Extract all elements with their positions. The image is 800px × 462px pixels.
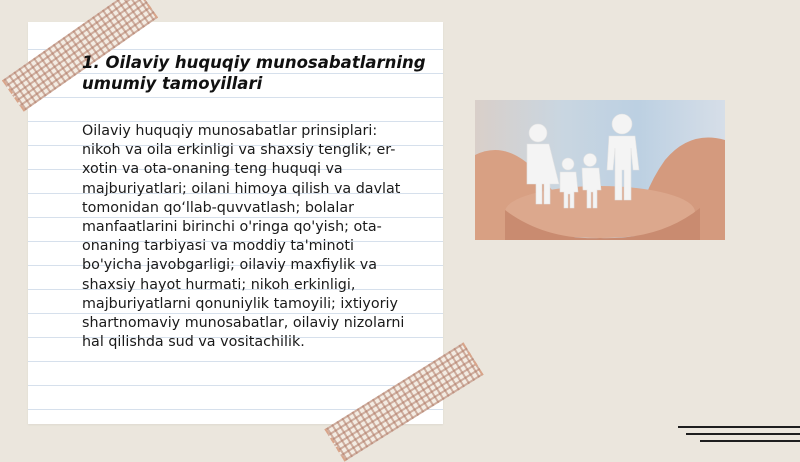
family-photo: [475, 100, 725, 240]
decorative-lines: [674, 424, 800, 444]
slide-body-text: Oilaviy huquqiy munosabatlar prinsiplari: nikoh va oila erkinligi va shaxsiy tenglik; er- xotin va ota-onaning teng huquqi va majburiyatlari; oilani himoya qilish va davlat tomonidan qo‘llab-quvvatlash; bolalar manfaatlarini birinchi o'ringa qo'yish; ota- onaning tarbiyasi va moddiy ta'minoti bo'yicha javobgarligi; oilaviy maxfiylik va shaxsiy hayot hurmati; nikoh erkinligi, majburiyatlarni qonuniylik tamoyili; ixtiyoriy shartnomaviy munosabatlar, oilaviy nizolarni hal qilishda sud va vositachilik.: [82, 123, 405, 351]
family-illustration: [475, 100, 725, 240]
slide-title: 1. Oilaviy huquqiy munosabatlarning umumiy tamoyillari: [82, 53, 426, 93]
